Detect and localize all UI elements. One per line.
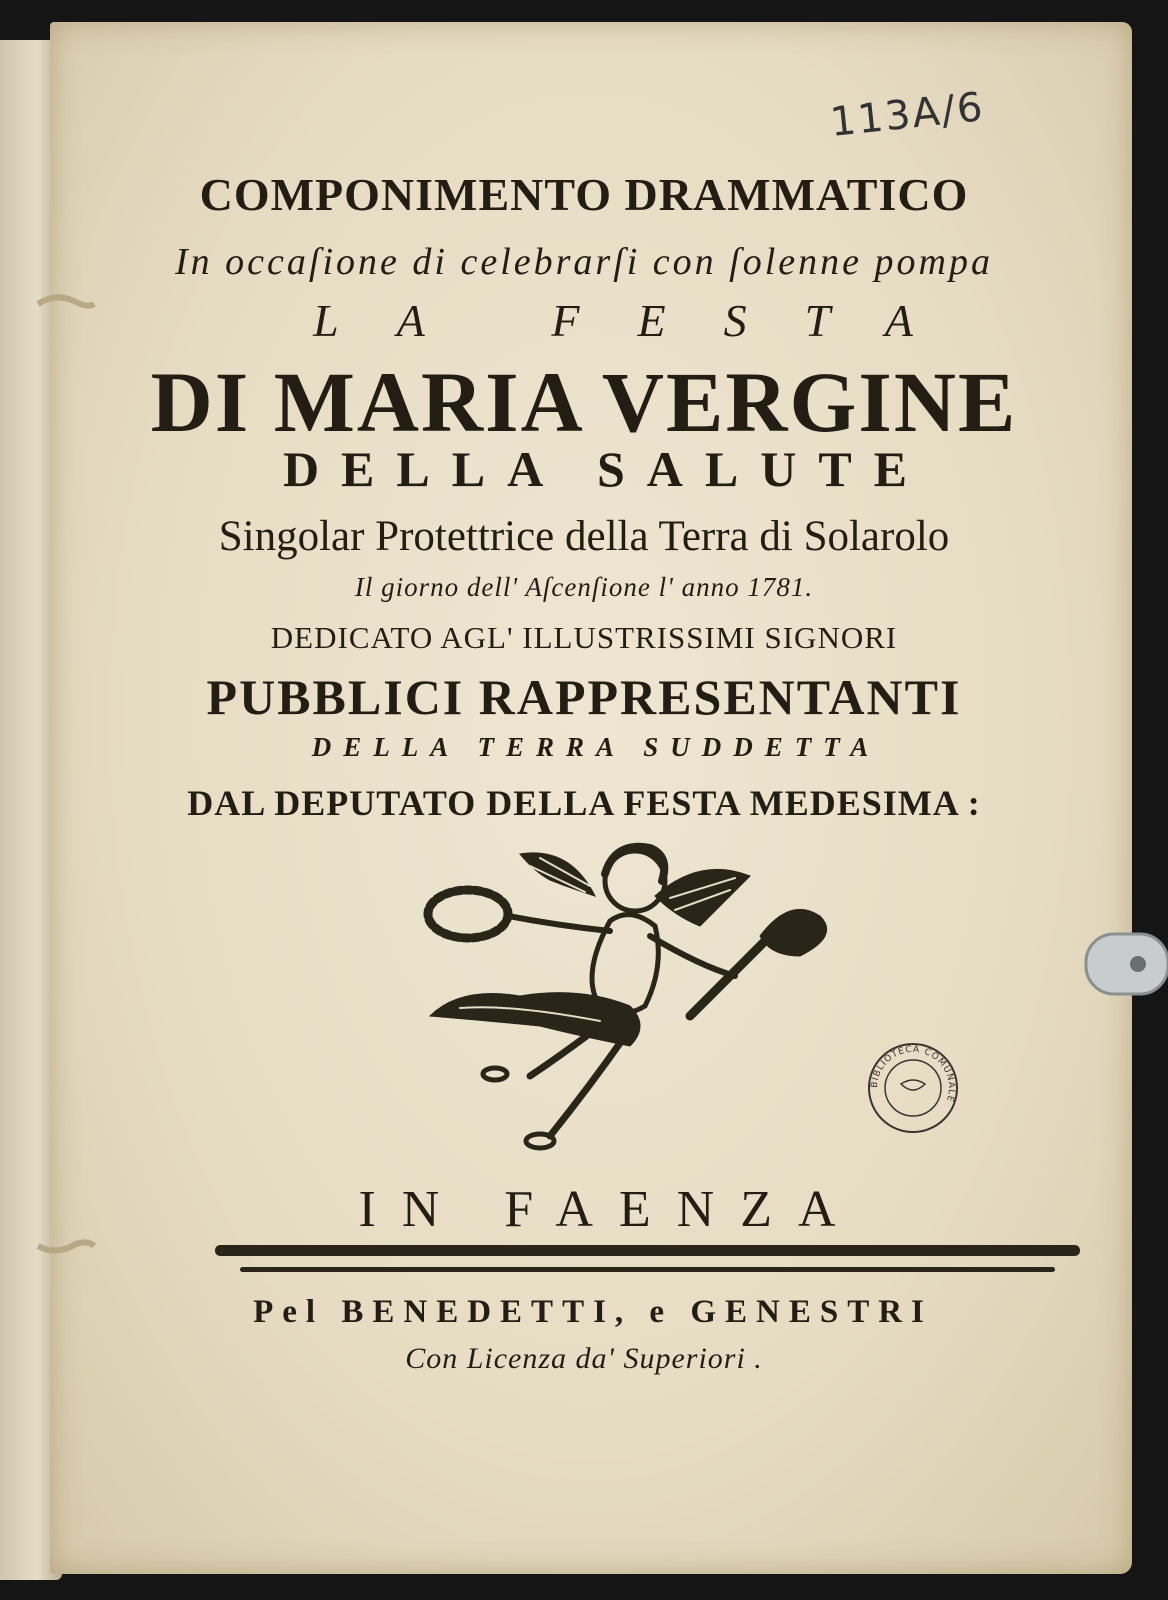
- title-line-9: PUBBLICI RAPPRESENTANTI: [206, 669, 962, 725]
- title-line-2: In occaſione di celebrarſi con ſolenne pompa: [175, 241, 993, 283]
- title-line-3: LA FESTA: [313, 295, 971, 346]
- title-line-8: DEDICATO AGL' ILLUSTRISSIMI SIGNORI: [270, 620, 898, 655]
- handwritten-shelfmark: 113A/6: [828, 84, 987, 146]
- title-line-1: COMPONIMENTO DRAMMATICO: [199, 169, 969, 220]
- imprint-license: Con Licenza da' Superiori .: [405, 1342, 763, 1375]
- title-line-6: Singolar Protettrice della Terra di Solarolo: [218, 513, 950, 560]
- title-line-5: DELLA SALUTE: [282, 441, 930, 497]
- imprint-rule-thin: [240, 1267, 1055, 1272]
- metal-clip-icon: [1080, 928, 1168, 1000]
- svg-text:BIBLIOTECA COMUNALE: [870, 1045, 956, 1104]
- imprint-city: IN FAENZA: [358, 1181, 862, 1238]
- title-line-4: DI MARIA VERGINE: [150, 354, 1018, 450]
- library-stamp-icon: [865, 1040, 961, 1136]
- title-line-7: Il giorno dell' Aſcenſione l' anno 1781.: [354, 572, 814, 602]
- imprint-rule-thick: [215, 1245, 1080, 1256]
- title-line-11: DAL DEPUTATO DELLA FESTA MEDESIMA :: [187, 783, 981, 823]
- library-stamp-text: BIBLIOTECA COMUNALE: [869, 1044, 957, 1104]
- imprint-printers: Pel BENEDETTI, e GENESTRI: [253, 1294, 933, 1330]
- cherub-woodcut-icon: [400, 836, 860, 1166]
- title-line-10: DELLA TERRA SUDDETTA: [311, 732, 881, 762]
